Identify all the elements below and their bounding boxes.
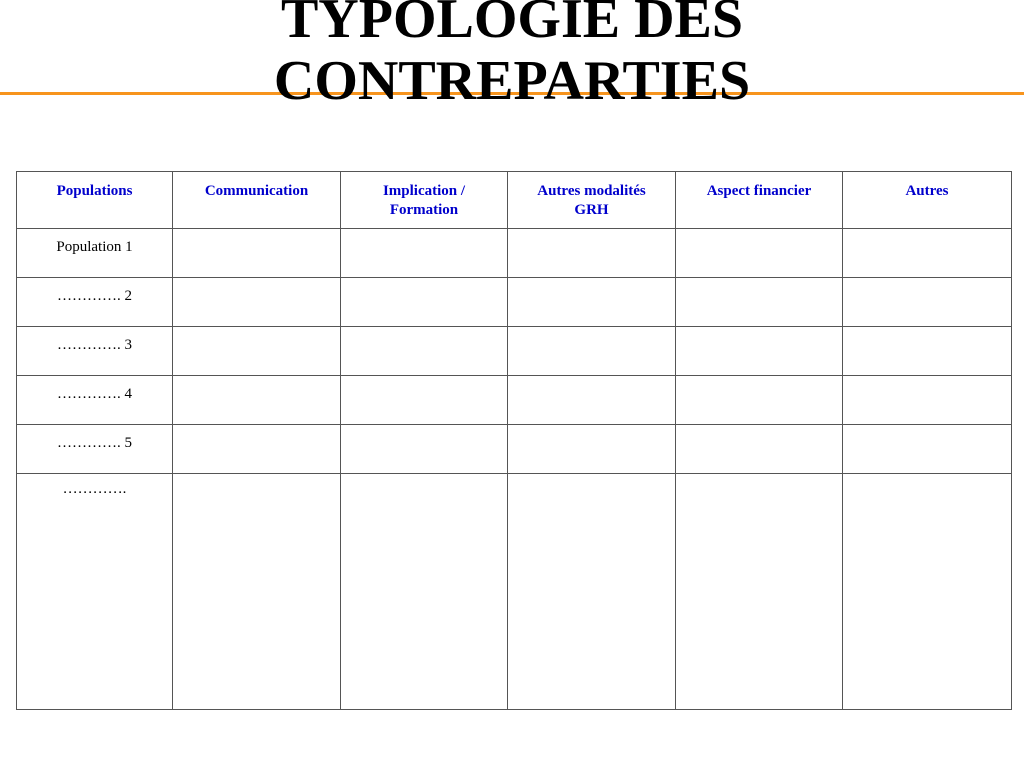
table-cell [173,229,341,278]
table-cell [508,425,676,474]
table-cell-population: …………. 4 [17,376,173,425]
header-autres-modalites-line-2: GRH [574,202,609,218]
table-cell [843,474,1012,710]
table-cell [341,474,508,710]
table-cell [676,229,843,278]
table-cell [508,278,676,327]
table-row [17,425,1012,474]
table-cell-population: Population 1 [17,229,173,278]
contreparties-table [16,171,1012,710]
table-cell [173,327,341,376]
table-cell [676,425,843,474]
header-autres-text: Autres [905,183,949,199]
table-header-row [17,172,1012,229]
header-autres-modalites-grh [508,172,676,229]
header-communication-text: Communication [204,183,309,199]
table-cell [341,229,508,278]
table-cell [676,376,843,425]
table-cell [173,474,341,710]
table-cell [508,327,676,376]
table-cell [843,229,1012,278]
header-autres [843,172,1012,229]
header-communication [173,172,341,229]
table-cell [341,425,508,474]
table-cell [676,327,843,376]
table-cell [508,229,676,278]
table-cell [843,278,1012,327]
table-cell [843,376,1012,425]
table-row [17,376,1012,425]
table-cell [341,278,508,327]
header-aspect-financier-text: Aspect financier [706,183,812,199]
table-cell-population: …………. 2 [17,278,173,327]
table-cell [676,474,843,710]
table-cell [676,278,843,327]
table-cell [173,376,341,425]
header-populations-text: Populations [56,183,133,199]
header-populations [17,172,173,229]
table-cell [341,327,508,376]
table-cell [843,327,1012,376]
header-implication-line-1: Implication / [382,183,466,199]
table-cell-population: …………. 5 [17,425,173,474]
header-implication-formation [341,172,508,229]
header-implication-line-2: Formation [389,202,459,218]
table-cell-population: …………. [17,474,173,710]
table-cell-population: …………. 3 [17,327,173,376]
slide-title-line-1: TYPOLOGIE DES [280,0,744,50]
table-cell [173,425,341,474]
table-row [17,278,1012,327]
table-cell [341,376,508,425]
table-row [17,327,1012,376]
table-row [17,474,1012,710]
table-cell [508,474,676,710]
slide-title [0,0,1024,112]
table-cell [508,376,676,425]
table-cell [843,425,1012,474]
table-row [17,229,1012,278]
slide-title-line-2: CONTREPARTIES [273,50,751,112]
header-autres-modalites-line-1: Autres modalités [537,183,646,199]
header-aspect-financier [676,172,843,229]
table-cell [173,278,341,327]
